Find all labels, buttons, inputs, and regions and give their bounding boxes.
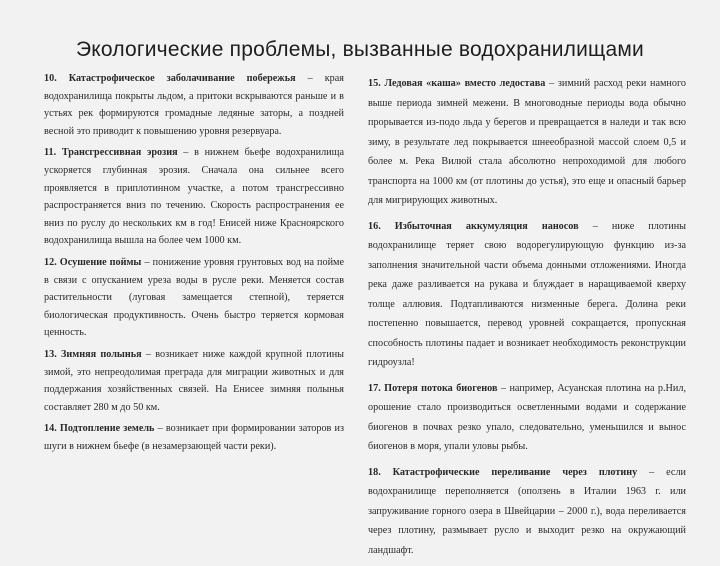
- paragraph-18: [368, 463, 686, 561]
- paragraph-heading: 18. Катастрофические переливание через плотину: [368, 466, 638, 478]
- paragraph-text: – например, Асуанская плотина на р.Нил, орошение стало производиться осветленными водами и содержание биогенов в почвах резко упало, следовательно, уменьшился и вынос биогенов в моря, упали уловы рыбы.: [368, 382, 686, 452]
- paragraph-10: [44, 70, 344, 140]
- paragraph-17: [368, 379, 686, 457]
- paragraph-text: – понижение уровня грунтовых вод на пойме в связи с опусканием уреза воды в русле реки. Меняется состав растительности (луговая замещается степной), теряется биологическая продуктивность. Очень быстро теряется кормовая ценность.: [44, 256, 344, 339]
- paragraph-12: [44, 254, 344, 342]
- paragraph-heading: 12. Осушение поймы: [44, 256, 142, 268]
- paragraph-14: [44, 420, 344, 455]
- paragraph-heading: 15. Ледовая «каша» вместо ледостава: [368, 78, 546, 89]
- paragraph-heading: 11. Трансгрессивная эрозия: [44, 147, 178, 159]
- paragraph-heading: 16. Избыточная аккумуляция наносов: [368, 220, 579, 232]
- paragraph-heading: 17. Потеря потока биогенов: [368, 382, 498, 394]
- paragraph-text: – если водохранилище переполняется (оползень в Италии 1963 г. или запруживание горного озера в Швейцарии – 2000 г.), вода переливается через плотину, размывает русло и выходит резко на окружающий ландшафт.: [368, 466, 686, 556]
- right-column: [368, 74, 686, 566]
- paragraph-heading: 14. Подтопление земель: [44, 423, 155, 435]
- slide-title: Экологические проблемы, вызванные водохранилищами: [75, 38, 644, 61]
- paragraph-text: – возникает при формировании заторов из шуги в нижнем бьефе (в незамерзающей части реки).: [44, 423, 344, 452]
- paragraph-heading: 10. Катастрофическое заболачивание побережья: [44, 73, 296, 84]
- paragraph-text: – в нижнем бьефе водохранилища ускоряется глубинная эрозия. Сначала она сильнее всего проявляется в приплотинном участке, а потом трансгрессивно распространяется вниз по течению. Скорость распространения ее вниз по руслу до нескольких км в год! Енисей ниже Красноярского водохранилища вышла на более чем 1000 км.: [44, 147, 344, 247]
- paragraph-text: – зимний расход реки намного выше периода зимней межени. В многоводные периоды вода обычно прорывается из-подо льда у берегов и превращается в наледи и так всю зиму, в результате лед покрывается шнееобразной массой слоем 0,5 и более м. Река Вилюй стала абсолютно непроходимой для любого транспорта на 1000 км (от плотины до устья), это еще и опасный барьер для мигрирующих животных.: [368, 78, 686, 206]
- paragraph-text: – возникает ниже каждой крупной плотины зимой, это непреодолимая преграда для миграции животных и для поддержания хозяйственных связей. На Енисее зимняя полынья составляет 280 м до 50 км.: [44, 348, 344, 413]
- paragraph-13: [44, 346, 344, 416]
- paragraph-text: – края водохранилища покрыты льдом, а притоки вскрываются раньше и в устьях рек формируются громадные ледяные заторы, а поздней весной это приводит к повышению уровня резервуара.: [44, 73, 344, 137]
- paragraph-16: [368, 217, 686, 373]
- paragraph-heading: 13. Зимняя полынья: [44, 348, 142, 360]
- left-column: [44, 70, 344, 459]
- paragraph-11: [44, 144, 344, 250]
- paragraph-15: [368, 74, 686, 211]
- paragraph-text: – ниже плотины водохранилище теряет свою водорегулирующую функцию из-за заполнения значительной части объема донными отложениями. Иногда река даже разливается на рукава и блуждает в наращиваемой кверху толще аллювия. Подтапливаются низменные берега. Долина реки постепенно повышается, перевод уровней сокращается, пропускная способность плотины падает и возникает необходимость реконструкции гидроузла!: [368, 220, 687, 368]
